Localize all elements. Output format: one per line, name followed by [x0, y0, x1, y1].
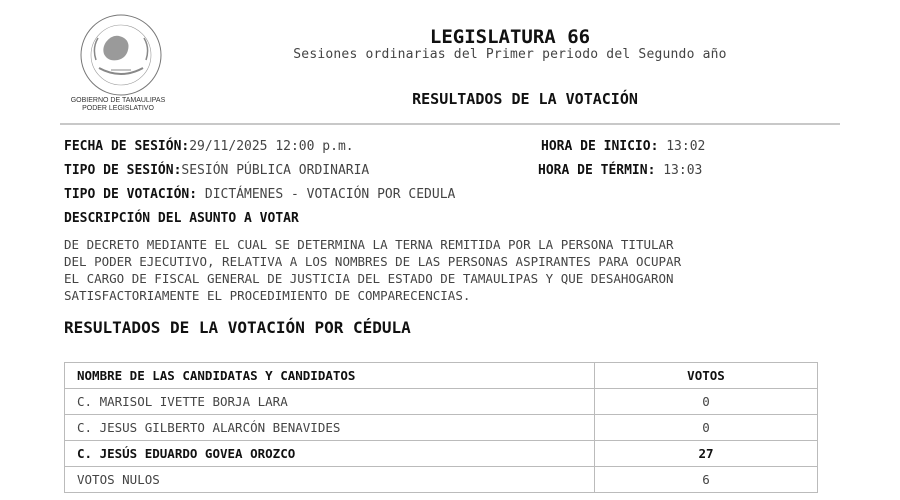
- tipo-sesion-value: SESIÓN PÚBLICA ORDINARIA: [181, 163, 370, 178]
- table-row: [65, 415, 818, 441]
- vote-count: 6: [595, 467, 818, 493]
- hora-inicio-value: 13:02: [666, 139, 706, 154]
- fecha-value: 29/11/2025 12:00 p.m.: [189, 139, 354, 154]
- candidate-name: C. MARISOL IVETTE BORJA LARA: [65, 389, 595, 415]
- seal-caption: [56, 97, 180, 113]
- hora-termino-row: [538, 163, 702, 178]
- tipo-votacion-label: TIPO DE VOTACIÓN:: [64, 187, 198, 202]
- vote-count: 0: [595, 415, 818, 441]
- seal-line-2: PODER LEGISLATIVO: [82, 105, 154, 112]
- table-row: [65, 389, 818, 415]
- table-row: [65, 467, 818, 493]
- candidate-name: C. JESUS GILBERTO ALARCÓN BENAVIDES: [65, 415, 595, 441]
- hora-termino-value: 13:03: [663, 163, 703, 178]
- column-header-name: NOMBRE DE LAS CANDIDATAS Y CANDIDATOS: [65, 363, 595, 389]
- candidate-name: C. JESÚS EDUARDO GOVEA OROZCO: [65, 441, 595, 467]
- tipo-votacion-value: DICTÁMENES - VOTACIÓN POR CEDULA: [204, 187, 456, 202]
- page-title: LEGISLATURA 66: [429, 26, 591, 48]
- hora-inicio-label: HORA DE INICIO:: [541, 139, 659, 154]
- results-section-title: RESULTADOS DE LA VOTACIÓN POR CÉDULA: [64, 318, 411, 337]
- tipo-sesion-label: TIPO DE SESIÓN:: [64, 163, 182, 178]
- table-row-winner: [65, 441, 818, 467]
- column-header-votes: VOTOS: [595, 363, 818, 389]
- hora-termino-label: HORA DE TÉRMIN:: [538, 163, 656, 178]
- null-votes-label: VOTOS NULOS: [65, 467, 595, 493]
- results-table: [64, 362, 818, 493]
- hora-inicio-row: [541, 139, 705, 154]
- fecha-label: FECHA DE SESIÓN:: [64, 139, 190, 154]
- descripcion-row: [64, 211, 299, 226]
- results-heading: RESULTADOS DE LA VOTACIÓN: [412, 90, 638, 108]
- header-divider: [60, 123, 840, 125]
- table-header-row: [65, 363, 818, 389]
- eagle-icon: [103, 36, 128, 61]
- seal-line-1: GOBIERNO DE TAMAULIPAS: [70, 97, 166, 104]
- page-subtitle: Sesiones ordinarias del Primer periodo del Segundo año: [293, 47, 727, 62]
- vote-count: 0: [595, 389, 818, 415]
- fecha-row: [64, 139, 354, 154]
- descripcion-label: DESCRIPCIÓN DEL ASUNTO A VOTAR: [64, 211, 299, 226]
- tipo-votacion-row: [64, 187, 455, 202]
- vote-count: 27: [595, 441, 818, 467]
- tipo-sesion-row: [64, 163, 369, 178]
- descripcion-text: DE DECRETO MEDIANTE EL CUAL SE DETERMINA LA TERNA REMITIDA POR LA PERSONA TITULAR DEL PODER EJECUTIVO, RELATIVA A LOS NOMBRES DE LAS PERSONAS ASPIRANTES PARA OCUPAR EL CARGO DE FISCAL GENERAL DE JUSTICIA DEL ESTADO DE TAMAULIPAS Y QUE DESAHOGARON SATISFACTORIAMENTE EL PROCEDIMIENTO DE COMPARECENCIAS.: [64, 237, 682, 303]
